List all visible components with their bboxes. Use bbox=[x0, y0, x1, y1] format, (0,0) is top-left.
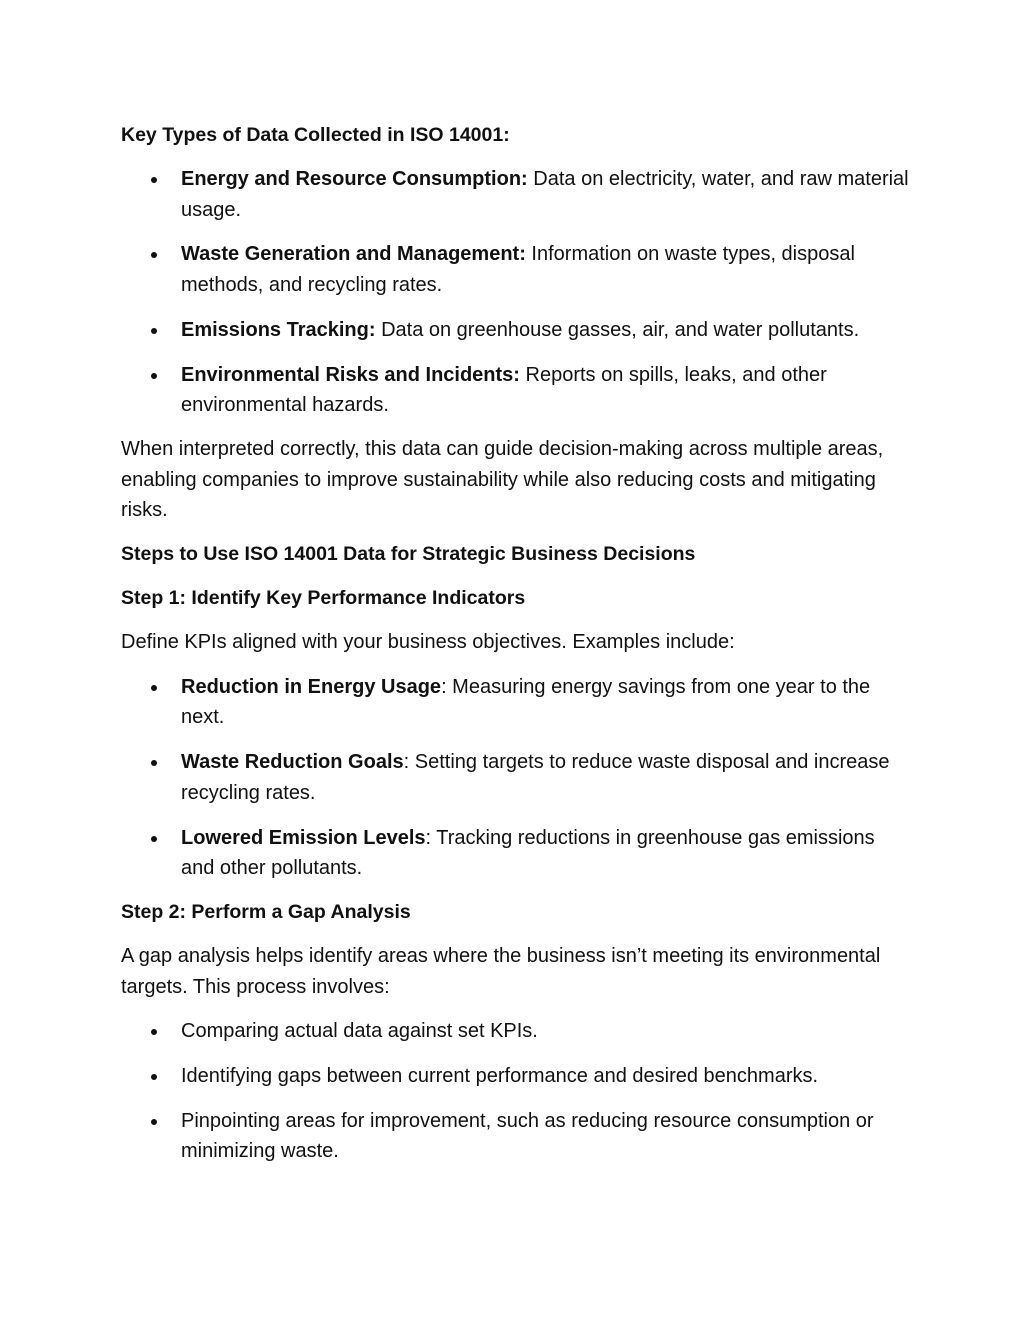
list-item bbox=[121, 164, 911, 225]
section-heading-key-types: Key Types of Data Collected in ISO 14001: bbox=[121, 124, 510, 146]
list-item-text: Identifying gaps between current performance and desired benchmarks. bbox=[181, 1065, 819, 1088]
list-item-text: : Tracking reductions in greenhouse gas emissions and other pollutants. bbox=[181, 826, 875, 880]
closing-paragraph: When interpreted correctly, this data can guide decision-making across multiple areas, enabling companies to improve sustainability while also reducing costs and mitigating risks. bbox=[121, 437, 884, 522]
list-item bbox=[121, 315, 911, 346]
list-item-text: Information on waste types, disposal methods, and recycling rates. bbox=[181, 243, 855, 297]
list-item-label: Lowered Emission Levels bbox=[181, 826, 426, 849]
step1-intro: Define KPIs aligned with your business objectives. Examples include: bbox=[121, 631, 735, 654]
list-item-text: Reports on spills, leaks, and other environmental hazards. bbox=[181, 363, 827, 417]
step1-heading: Step 1: Identify Key Performance Indicators bbox=[121, 587, 526, 610]
list-item bbox=[121, 1106, 911, 1167]
list-item-label: Waste Reduction Goals bbox=[181, 751, 404, 774]
list-item bbox=[121, 1016, 911, 1047]
bullet-icon bbox=[151, 760, 157, 766]
list-item bbox=[121, 672, 911, 733]
list-item bbox=[121, 747, 911, 808]
section-heading-steps: Steps to Use ISO 14001 Data for Strategic Business Decisions bbox=[121, 543, 696, 566]
list-item bbox=[121, 360, 911, 421]
bullet-icon bbox=[151, 1119, 157, 1125]
list-item-label: Emissions Tracking: bbox=[181, 318, 376, 341]
list-item-label: Environmental Risks and Incidents: bbox=[181, 363, 520, 386]
bullet-icon bbox=[151, 328, 157, 334]
list-item-label: Reduction in Energy Usage bbox=[181, 675, 442, 698]
bullet-icon bbox=[151, 1074, 157, 1080]
list-item-text: : Setting targets to reduce waste disposal and increase recycling rates. bbox=[181, 751, 890, 804]
list-item bbox=[121, 1061, 911, 1092]
bullet-icon bbox=[151, 836, 157, 842]
bullet-icon bbox=[151, 373, 157, 379]
gap-analysis-list bbox=[121, 1016, 911, 1167]
bullet-icon bbox=[151, 685, 157, 691]
kpi-list bbox=[121, 672, 911, 884]
bullet-icon bbox=[151, 252, 157, 258]
document-page bbox=[121, 120, 911, 1167]
list-item-label: Energy and Resource Consumption: bbox=[181, 168, 528, 190]
step2-heading: Step 2: Perform a Gap Analysis bbox=[121, 900, 411, 923]
step2-intro: A gap analysis helps identify areas where the business isn’t meeting its environmental targets. This process involves: bbox=[121, 944, 881, 998]
bullet-icon bbox=[151, 1029, 157, 1035]
list-item-text: Data on greenhouse gasses, air, and water pollutants. bbox=[375, 318, 860, 341]
bullet-icon bbox=[151, 177, 157, 183]
list-item bbox=[121, 823, 911, 884]
list-item-text: Pinpointing areas for improvement, such as reducing resource consumption or minimizing waste. bbox=[181, 1109, 874, 1163]
list-item-text: Comparing actual data against set KPIs. bbox=[181, 1020, 538, 1043]
key-types-list bbox=[121, 164, 911, 421]
list-item-label: Waste Generation and Management: bbox=[181, 243, 526, 266]
list-item-text: : Measuring energy savings from one year to the next. bbox=[181, 675, 871, 729]
list-item-text: Data on electricity, water, and raw material usage. bbox=[181, 168, 909, 221]
list-item bbox=[121, 239, 911, 300]
